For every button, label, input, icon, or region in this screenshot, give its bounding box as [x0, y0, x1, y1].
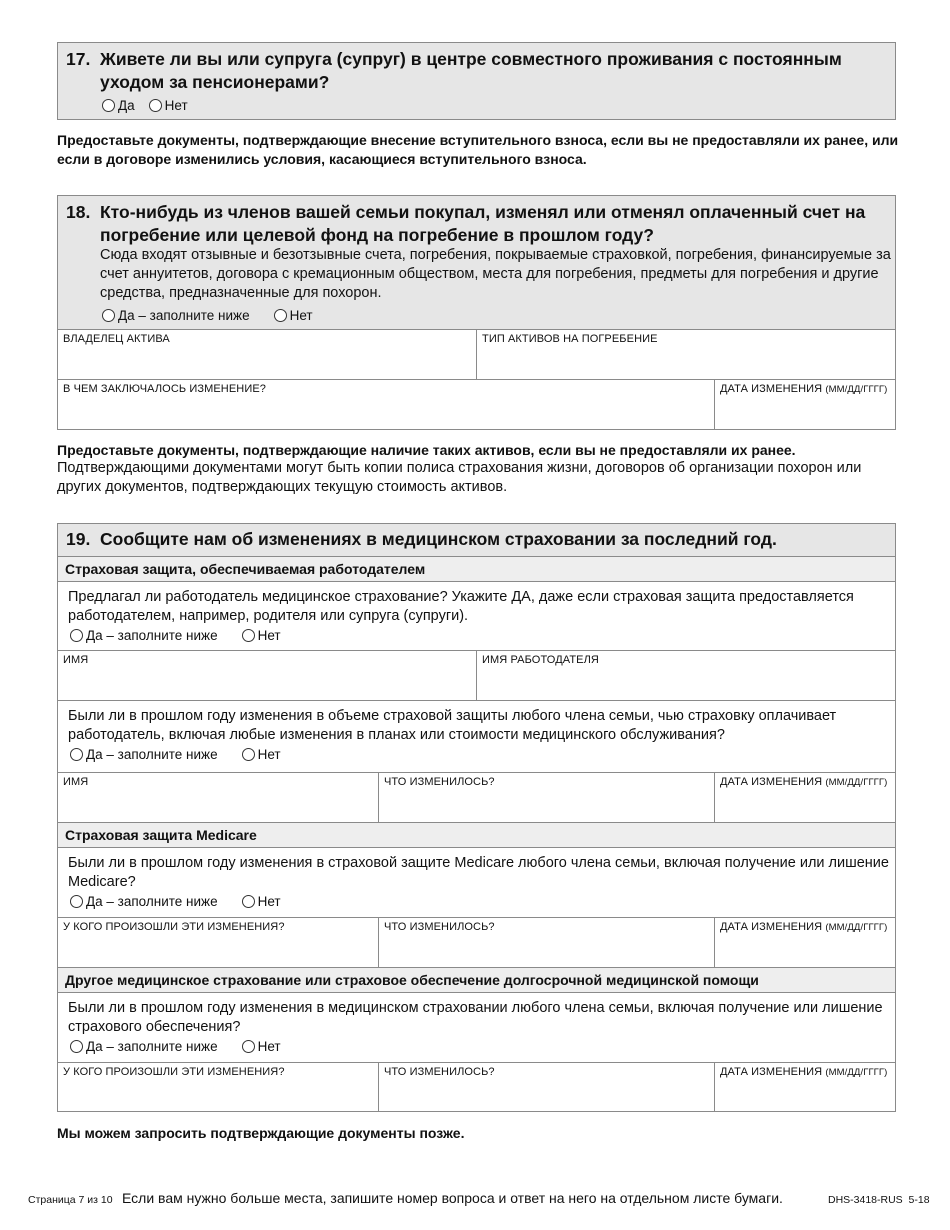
- q19-other-what-field[interactable]: [378, 1062, 715, 1112]
- q19-header: [57, 523, 896, 557]
- radio-circle-icon[interactable]: [70, 895, 83, 908]
- radio-circle-icon[interactable]: [70, 1040, 83, 1053]
- q19-medicare-who-label: У КОГО ПРОИЗОШЛИ ЭТИ ИЗМЕНЕНИЯ?: [63, 921, 285, 933]
- q18-date-label: ДАТА ИЗМЕНЕНИЯ (ММ/ДД/ГГГГ): [720, 383, 888, 395]
- q19-employer-change-name-field[interactable]: [57, 772, 379, 823]
- q19-medicare-what-label: ЧТО ИЗМЕНИЛОСЬ?: [384, 921, 495, 933]
- radio-circle-icon[interactable]: [70, 748, 83, 761]
- footer-form-code: DHS-3418-RUS 5-18: [828, 1194, 930, 1206]
- q18-type-field[interactable]: [476, 329, 896, 380]
- q19-medicare-what-field[interactable]: [378, 917, 715, 968]
- q19-other-who-field[interactable]: [57, 1062, 379, 1112]
- q19-other-date-label: ДАТА ИЗМЕНЕНИЯ (ММ/ДД/ГГГГ): [720, 1066, 888, 1078]
- q19-other-who-label: У КОГО ПРОИЗОШЛИ ЭТИ ИЗМЕНЕНИЯ?: [63, 1066, 285, 1078]
- q19-employer-q1-options: [70, 628, 281, 643]
- q18-title: Кто-нибудь из членов вашей семьи покупал, изменял или отменял оплаченный счет на погребение или целевой фонд на погребение в прошлом году?: [100, 202, 866, 245]
- radio-circle-icon[interactable]: [102, 99, 115, 112]
- q19-employer-q1-no[interactable]: Нет: [242, 628, 281, 643]
- q19-employer-question-1: [57, 581, 896, 651]
- q19-number: 19.: [66, 529, 91, 549]
- q19-employer-what-label: ЧТО ИЗМЕНИЛОСЬ?: [384, 776, 495, 788]
- q19-employer-what-field[interactable]: [378, 772, 715, 823]
- q18-type-label: ТИП АКТИВОВ НА ПОГРЕБЕНИЕ: [482, 333, 658, 345]
- radio-circle-icon[interactable]: [242, 1040, 255, 1053]
- q19-medicare-options: [70, 894, 281, 909]
- q18-description: Сюда входят отзывные и безотзывные счета, погребения, покрываемые страховкой, погребения, финансируемые за счет аннуитетов, договора с кремационным обществом, места для погребения, предметы для погребения и другие средства, предназначенные для похорон.: [100, 247, 891, 301]
- q19-employer-employer-label: ИМЯ РАБОТОДАТЕЛЯ: [482, 654, 599, 666]
- q19-medicare-q-text: Были ли в прошлом году изменения в страховой защите Medicare любого члена семьи, включая получение или лишение Medicare?: [68, 855, 889, 890]
- q19-section-other-title: Другое медицинское страхование или страховое обеспечение долгосрочной медицинской помощи: [57, 967, 896, 993]
- q19-employer-change-name-label: ИМЯ: [63, 776, 89, 788]
- q17-no-option[interactable]: Нет: [149, 98, 188, 113]
- q18-number: 18.: [66, 202, 91, 222]
- q19-title: Сообщите нам об изменениях в медицинском страховании за последний год.: [100, 529, 777, 549]
- radio-circle-icon[interactable]: [242, 629, 255, 642]
- final-note: Мы можем запросить подтверждающие документы позже.: [57, 1125, 465, 1141]
- footer-instruction: Если вам нужно больше места, запишите номер вопроса и ответ на него на отдельном листе бумаги.: [122, 1190, 783, 1206]
- q19-medicare-no[interactable]: Нет: [242, 894, 281, 909]
- q19-employer-q2-yes[interactable]: Да – заполните ниже: [70, 747, 218, 762]
- radio-circle-icon[interactable]: [102, 309, 115, 322]
- q17-title: Живете ли вы или супруга (супруг) в центре совместного проживания с постоянным уходом за пенсионерами?: [100, 49, 842, 92]
- q18-owner-field[interactable]: [57, 329, 477, 380]
- q19-section-employer-title: Страховая защита, обеспечиваемая работодателем: [57, 556, 896, 582]
- radio-circle-icon[interactable]: [242, 895, 255, 908]
- q19-section-medicare-title: Страховая защита Medicare: [57, 822, 896, 848]
- q18-no-option[interactable]: Нет: [274, 308, 313, 323]
- q18-date-field[interactable]: [714, 379, 896, 430]
- q18-note-text: Подтверждающими документами могут быть копии полиса страхования жизни, договоров об организации похорон или других документов, подтверждающих текущую стоимость активов.: [57, 460, 862, 495]
- q19-employer-date-field[interactable]: [714, 772, 896, 823]
- q19-medicare-date-field[interactable]: [714, 917, 896, 968]
- q19-employer-employer-field[interactable]: [476, 650, 896, 701]
- q19-other-yes[interactable]: Да – заполните ниже: [70, 1039, 218, 1054]
- q17-yes-option[interactable]: Да: [102, 98, 135, 113]
- q19-employer-date-label: ДАТА ИЗМЕНЕНИЯ (ММ/ДД/ГГГГ): [720, 776, 888, 788]
- q18-change-label: В ЧЕМ ЗАКЛЮЧАЛОСЬ ИЗМЕНЕНИЕ?: [63, 383, 266, 395]
- q19-other-options: [70, 1039, 281, 1054]
- q19-other-question: [57, 992, 896, 1063]
- q19-other-no[interactable]: Нет: [242, 1039, 281, 1054]
- radio-circle-icon[interactable]: [70, 629, 83, 642]
- radio-circle-icon[interactable]: [274, 309, 287, 322]
- q19-medicare-question: [57, 847, 896, 918]
- q17-options: [102, 98, 188, 113]
- q19-employer-q1-yes[interactable]: Да – заполните ниже: [70, 628, 218, 643]
- q18-panel: [57, 195, 896, 330]
- radio-circle-icon[interactable]: [242, 748, 255, 761]
- q19-other-date-field[interactable]: [714, 1062, 896, 1112]
- radio-circle-icon[interactable]: [149, 99, 162, 112]
- q19-employer-q2-no[interactable]: Нет: [242, 747, 281, 762]
- q17-panel: [57, 42, 896, 120]
- q19-employer-name-label: ИМЯ: [63, 654, 89, 666]
- q19-medicare-yes[interactable]: Да – заполните ниже: [70, 894, 218, 909]
- footer-page-number: Страница 7 из 10: [28, 1194, 113, 1206]
- q19-medicare-date-label: ДАТА ИЗМЕНЕНИЯ (ММ/ДД/ГГГГ): [720, 921, 888, 933]
- q18-yes-option[interactable]: Да – заполните ниже: [102, 308, 250, 323]
- q19-other-q-text: Были ли в прошлом году изменения в медицинском страховании любого члена семьи, включая получение или лишение страхового обеспечения?: [68, 1000, 883, 1035]
- q17-note: Предоставьте документы, подтверждающие внесение вступительного взноса, если вы не предоставляли их ранее, или если в договоре изменились условия, касающиеся вступительного взноса.: [57, 132, 899, 167]
- q17-number: 17.: [66, 49, 91, 69]
- q19-employer-question-2: [57, 700, 896, 773]
- q19-medicare-who-field[interactable]: [57, 917, 379, 968]
- q18-note-bold: Предоставьте документы, подтверждающие наличие таких активов, если вы не предоставляли их ранее.: [57, 442, 796, 458]
- q19-employer-q1-text: Предлагал ли работодатель медицинское страхование? Укажите ДА, даже если страховая защита предоставляется работодателем, например, родителя или супруга (супруги).: [68, 589, 854, 624]
- q18-change-field[interactable]: [57, 379, 715, 430]
- q19-employer-q2-text: Были ли в прошлом году изменения в объеме страховой защиты любого члена семьи, чью страховку оплачивает работодатель, включая любые изменения в планах или стоимости медицинского обслуживания?: [68, 708, 837, 743]
- q19-employer-name-field[interactable]: [57, 650, 477, 701]
- q18-options: [102, 308, 313, 323]
- q18-owner-label: ВЛАДЕЛЕЦ АКТИВА: [63, 333, 170, 345]
- q19-other-what-label: ЧТО ИЗМЕНИЛОСЬ?: [384, 1066, 495, 1078]
- q19-employer-q2-options: [70, 747, 281, 762]
